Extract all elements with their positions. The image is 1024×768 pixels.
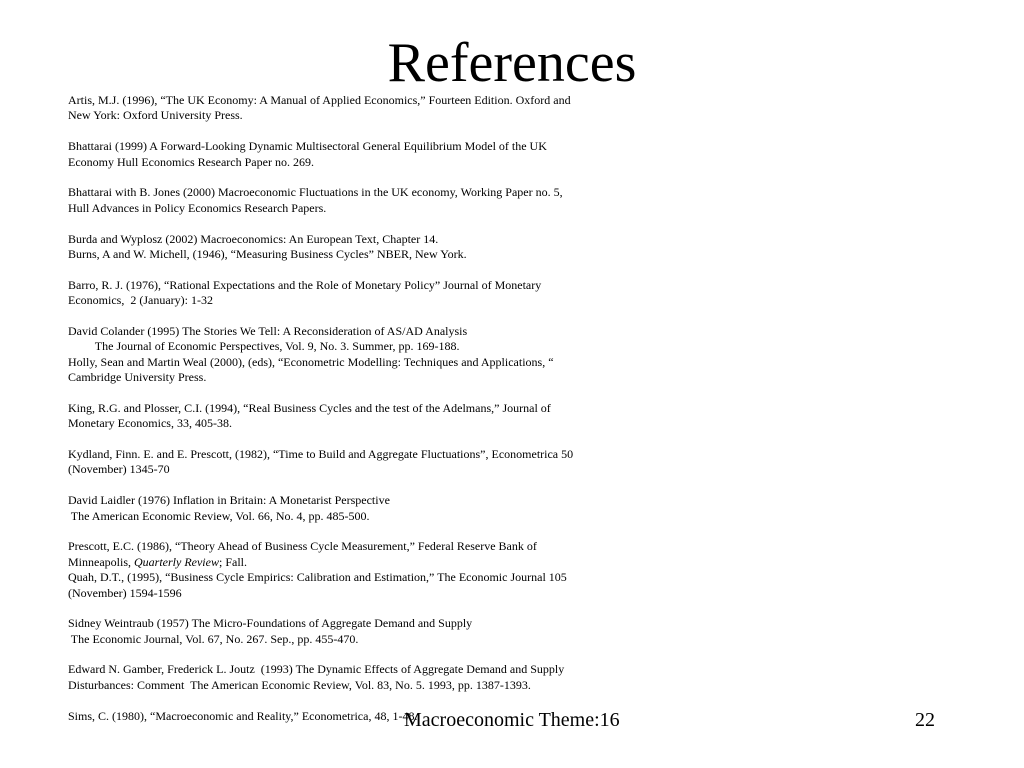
- slide-number: 22: [915, 709, 935, 731]
- spacer: [68, 170, 658, 185]
- spacer: [68, 124, 658, 139]
- reference-sims: Sims, C. (1980), “Macroeconomic and Reality,” Econometrica, 48, 1-48.: [68, 708, 418, 723]
- reference-colander-line-1: David Colander (1995) The Stories We Tell: A Reconsideration of AS/AD Analysis: [68, 323, 468, 338]
- reference-artis-line-2: New York: Oxford University Press.: [68, 108, 243, 123]
- reference-gamber-line-1: Edward N. Gamber, Frederick L. Joutz (1993) The Dynamic Effects of Aggregate Demand and Supply: [68, 662, 565, 677]
- slide-title: References: [387, 32, 637, 94]
- reference-kydland-line-2: (November) 1345-70: [68, 462, 170, 477]
- reference-holly-line-2: Cambridge University Press.: [68, 370, 207, 385]
- reference-prescott-line-2: [68, 555, 658, 570]
- reference-bhattarai-1999-line-2: Economy Hull Economics Research Paper no. 269.: [68, 154, 314, 169]
- spacer: [68, 216, 658, 231]
- reference-bhattarai-2000-line-1: Bhattarai with B. Jones (2000) Macroeconomic Fluctuations in the UK economy, Working Paper no. 5,: [68, 185, 563, 200]
- spacer: [68, 601, 658, 616]
- reference-artis-line-1: Artis, M.J. (1996), “The UK Economy: A Manual of Applied Economics,” Fourteen Edition. Oxford and: [68, 93, 571, 107]
- reference-laidler-line-2: The American Economic Review, Vol. 66, No. 4, pp. 485-500.: [68, 508, 370, 523]
- reference-burns: Burns, A and W. Michell, (1946), “Measuring Business Cycles” NBER, New York.: [68, 246, 467, 261]
- reference-king-line-2: Monetary Economics, 33, 405-38.: [68, 416, 232, 431]
- reference-laidler-line-1: David Laidler (1976) Inflation in Britain: A Monetarist Perspective: [68, 493, 390, 508]
- reference-prescott-journal: Quarterly Review: [134, 554, 219, 569]
- reference-quah-line-1: Quah, D.T., (1995), “Business Cycle Empirics: Calibration and Estimation,” The Economic Journal 105: [68, 570, 567, 585]
- reference-colander-line-2: The Journal of Economic Perspectives, Vol. 9, No. 3. Summer, pp. 169-188.: [68, 339, 460, 354]
- spacer: [68, 308, 658, 323]
- spacer: [68, 524, 658, 539]
- reference-list: [68, 93, 658, 724]
- reference-bhattarai-1999-line-1: Bhattarai (1999) A Forward-Looking Dynamic Multisectoral General Equilibrium Model of the UK: [68, 139, 547, 154]
- reference-holly-line-1: Holly, Sean and Martin Weal (2000), (eds), “Econometric Modelling: Techniques and Applications, “: [68, 354, 554, 369]
- reference-king-line-1: King, R.G. and Plosser, C.I. (1994), “Real Business Cycles and the test of the Adelmans,” Journal of: [68, 400, 551, 415]
- reference-prescott-city: Minneapolis,: [68, 554, 134, 569]
- reference-weintraub-line-1: Sidney Weintraub (1957) The Micro-Foundations of Aggregate Demand and Supply: [68, 616, 473, 631]
- reference-weintraub-line-2: The Economic Journal, Vol. 67, No. 267. Sep., pp. 455-470.: [68, 631, 359, 646]
- slide-footer: Macroeconomic Theme:16: [404, 709, 620, 731]
- spacer: [68, 385, 658, 400]
- reference-barro-line-2: Economics, 2 (January): 1-32: [68, 293, 213, 308]
- spacer: [68, 432, 658, 447]
- reference-kydland-line-1: Kydland, Finn. E. and E. Prescott, (1982), “Time to Build and Aggregate Fluctuations”, Econometrica 50: [68, 446, 574, 461]
- reference-prescott-line-1: Prescott, E.C. (1986), “Theory Ahead of Business Cycle Measurement,” Federal Reserve Bank of: [68, 539, 537, 554]
- reference-burda: Burda and Wyplosz (2002) Macroeconomics: An European Text, Chapter 14.: [68, 231, 439, 246]
- reference-quah-line-2: (November) 1594-1596: [68, 585, 182, 600]
- spacer: [68, 647, 658, 662]
- reference-bhattarai-2000-line-2: Hull Advances in Policy Economics Research Papers.: [68, 200, 327, 215]
- spacer: [68, 478, 658, 493]
- spacer: [68, 693, 658, 708]
- reference-prescott-season: ; Fall.: [218, 554, 247, 569]
- spacer: [68, 262, 658, 277]
- reference-barro-line-1: Barro, R. J. (1976), “Rational Expectations and the Role of Monetary Policy” Journal of Monetary: [68, 277, 542, 292]
- reference-gamber-line-2: Disturbances: Comment The American Economic Review, Vol. 83, No. 5. 1993, pp. 1387-1393.: [68, 677, 531, 692]
